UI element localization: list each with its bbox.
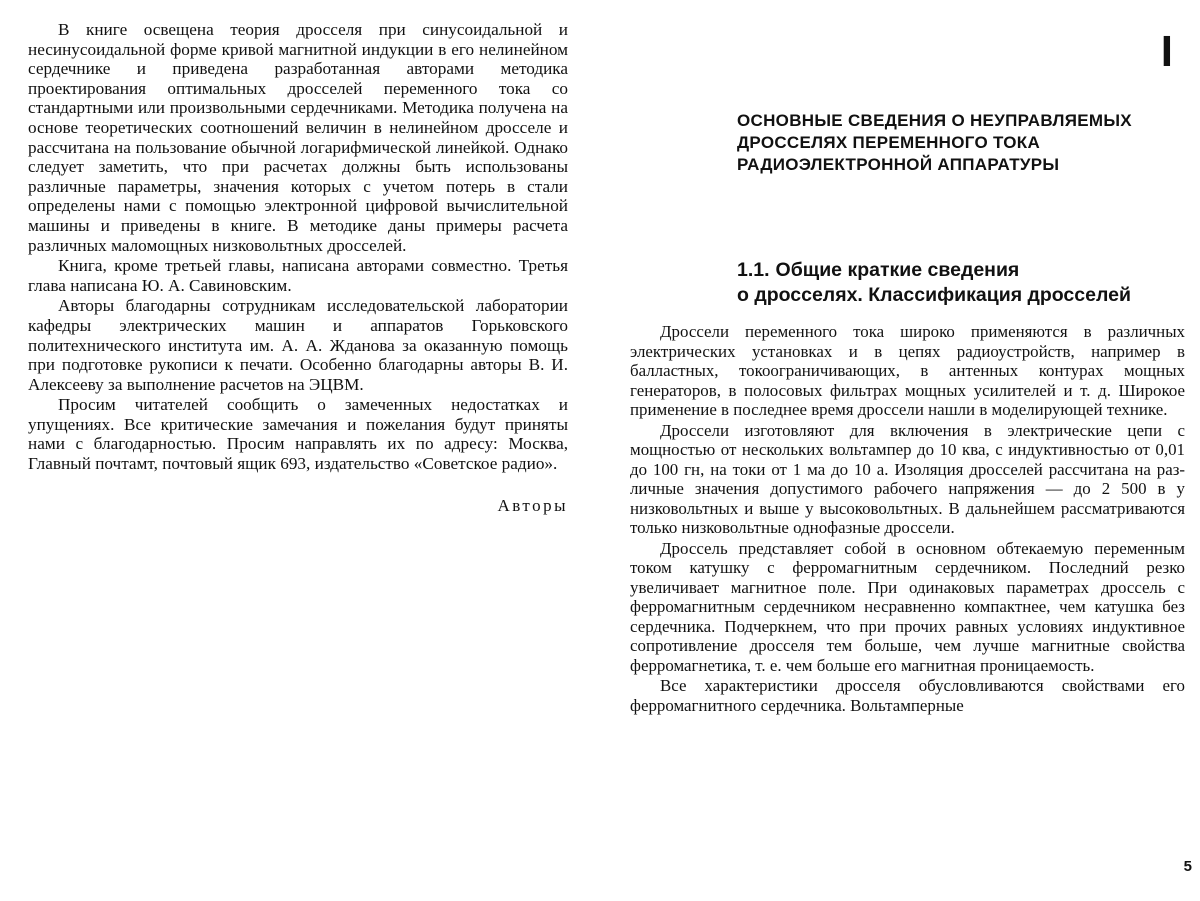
body-paragraph-1: Дроссели переменного тока широко применяются в различных электрических установках и в цепях радиоустройств, например в балластных, токоограничивающих, в антенных контурах мощных генераторов, в полосовых фильтрах мощных усилителей и т. д. Широкое применение в последнее время дроссели нашли в моделирующей технике.: [630, 322, 1185, 419]
body-paragraph-2: Дроссели изготовляют для включения в электрические цепи с мощностью от нескольких вольтампер до 10 ква, с индуктивностью от 0,01 до 100 гн, на токи от 1 ма до 10 а. Изоляция дросселей рассчитана на различные значения допустимого рабочего напряжения — до 2 500 в у низковольтных и выше у высоковольтных. В дальнейшем рассматриваются только низковольтные однофазные дроссели.: [630, 420, 1185, 537]
section-title-line-1: Общие краткие сведения: [775, 259, 1020, 281]
chapter-title: ОСНОВНЫЕ СВЕДЕНИЯ О НЕУПРАВЛЯЕМЫХ ДРОССЕЛЯХ ПЕРЕМЕННОГО ТОКА РАДИОЭЛЕКТРОННОЙ АППАРАТУРЫ: [737, 111, 1132, 174]
body-paragraph-3: Дроссель представляет собой в основном обтекаемую переменным током катушку с ферромагнитным сердечником. Последний резко увеличивает магнитное поле. При одинаковых параметрах дроссель с ферромагнитным сердечником несравненно компактнее, чем катушка без сердечника. Подчеркнем, что при прочих равных условиях индуктивное сопротивление дросселя тем больше, чем лучше магнитные свойства ферромагнетика, т. е. чем больше его магнитная проницаемость.: [630, 538, 1185, 675]
authors-signature: Авторы: [497, 495, 568, 515]
section-heading: [737, 258, 1197, 308]
preface-paragraph-1: В книге освещена теория дросселя при синусоидальной и несинусоидальной форме кривой магнитной индукции в его нелинейном сердечнике и приведена разработанная авторами методика проектирования оптимальных дросселей переменного тока со стандартными или произвольными сердечниками. Методика получена на основе теоретических соотношений величин в нелинейном дросселе и рассчитана на пользование обычной логарифмической линейкой. Однако следует заметить, что при расчетах должны быть использованы различные параметры, значения которых с учетом потерь в стали определены нами с помощью электронной цифровой вычислительной машины и приведены в книге. В методике даны примеры расчета различных маломощных низковольтных дросселей.: [28, 20, 568, 255]
preface-paragraph-3: Авторы благодарны сотрудникам исследовательской лаборатории кафедры электрических машин и аппаратов Горьковского политехнического института им. А. А. Жданова за оказанную помощь при подготовке рукописи к печати. Особенно благодарны авторы В. И. Алексееву за выполнение расчетов на ЭЦВМ.: [28, 296, 568, 394]
chapter-number: I: [1160, 27, 1173, 76]
preface-paragraph-2: Книга, кроме третьей главы, написана авторами совместно. Третья глава написана Ю. А. Савиновским.: [28, 256, 568, 295]
page-number: 5: [1183, 858, 1192, 875]
preface-paragraph-4: Просим читателей сообщить о замеченных недостатках и упущениях. Все критические замечания и пожелания будут приняты нами с благодарностью. Просим направлять их по адресу: Москва, Главный почтамт, почтовый ящик 693, издательство «Советское радио».: [28, 395, 568, 474]
section-number: 1.1.: [737, 259, 770, 281]
body-paragraph-4: Все характеристики дросселя обусловливаются свойствами его ферромагнитного сердечника. Вольтамперные: [630, 676, 1185, 715]
left-page: [28, 20, 568, 516]
section-body: [630, 322, 1185, 716]
section-title-line-2: о дросселях. Классификация дросселей: [737, 284, 1131, 306]
